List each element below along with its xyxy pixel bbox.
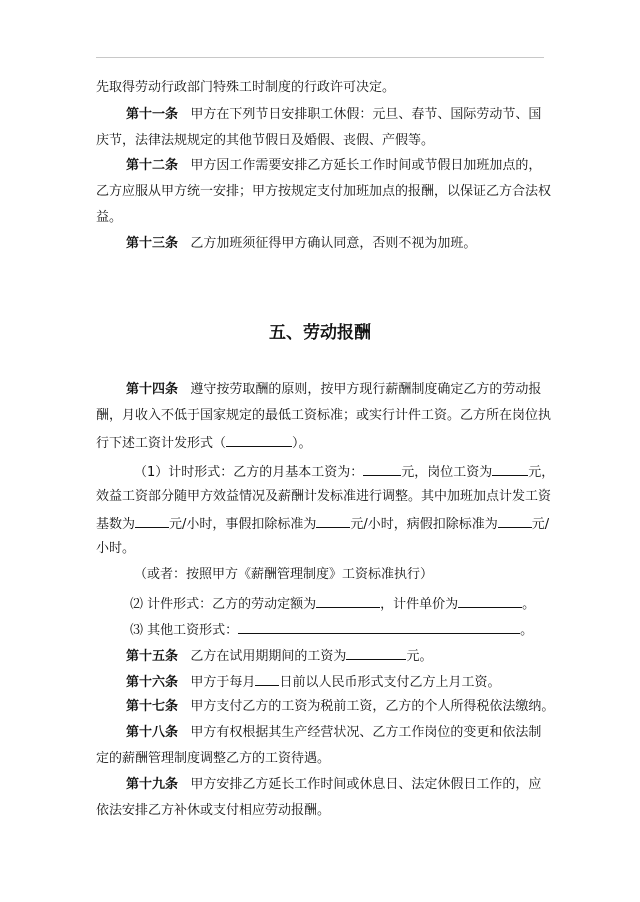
text: 甲方安排乙方延长工作时间或休息日、法定休假日工作的，应 <box>190 777 542 792</box>
text: 元/小时，事假扣除标准为 <box>169 517 317 532</box>
article-15 <box>126 647 432 665</box>
text: 日前以人民币形式支付乙方上月工资。 <box>279 675 501 690</box>
text-line <box>96 541 135 557</box>
article-18 <box>126 725 541 741</box>
text-line <box>96 515 549 533</box>
text: 元。 <box>406 649 433 664</box>
text: 乙方加班须征得甲方确认同意，否则不视为加班。 <box>190 236 477 251</box>
text: 乙方应服从甲方统一安排；甲方按规定支付加班加点的报酬，以保证乙方合法权 <box>96 184 552 199</box>
text-line <box>96 133 434 149</box>
text: 效益工资部分随甲方效益情况及薪酬计发标准进行调整。其中加班加点计发工资 <box>96 489 552 504</box>
text: 行下述工资计发形式（ <box>96 436 227 451</box>
article-11 <box>126 107 541 123</box>
text-line <box>96 751 330 767</box>
article-13 <box>126 236 476 252</box>
text: 甲方于每月 <box>190 675 256 690</box>
text: 元， <box>528 465 555 480</box>
blank-field[interactable] <box>346 647 406 660</box>
text: 元/ <box>531 517 550 532</box>
text-line <box>96 184 551 200</box>
text-line <box>96 803 330 819</box>
text: 甲方在下列节日安排职工休假：元旦、春节、国际劳动节、国 <box>190 107 542 122</box>
article-19 <box>126 777 541 793</box>
text: ）。 <box>292 436 312 451</box>
blank-field[interactable] <box>363 463 401 476</box>
blank-field[interactable] <box>238 621 520 634</box>
text-line <box>96 408 551 424</box>
text-line <box>130 595 535 613</box>
blank-field[interactable] <box>226 434 292 447</box>
text-line <box>130 621 533 639</box>
article-heading: 第十一条 <box>126 107 179 122</box>
text-line <box>96 80 395 96</box>
text: 元，岗位工资为 <box>401 465 493 480</box>
text: （1）计时形式：乙方的月基本工资为： <box>134 465 364 480</box>
article-16 <box>126 673 500 691</box>
text-line <box>96 489 551 505</box>
text: 元/小时，病假扣除标准为 <box>350 517 498 532</box>
article-12 <box>126 158 541 174</box>
article-heading: 第十八条 <box>126 725 179 740</box>
text: （或者：按照甲方《薪酬管理制度》工资标准执行） <box>134 567 434 582</box>
blank-field[interactable] <box>458 595 522 608</box>
text: 酬，月收入不低于国家规定的最低工资标准；或实行计件工资。乙方所在岗位执 <box>96 408 552 423</box>
article-17 <box>126 699 554 715</box>
article-14 <box>126 382 541 398</box>
article-heading: 第十九条 <box>126 777 179 792</box>
text: 先取得劳动行政部门特殊工时制度的行政许可决定。 <box>96 80 396 95</box>
text: 甲方有权根据其生产经营状况、乙方工作岗位的变更和依法制 <box>190 725 542 740</box>
blank-field[interactable] <box>316 595 380 608</box>
text-line <box>134 463 554 481</box>
text: ⑶ 其他工资形式： <box>130 623 239 638</box>
text: ，计件单价为 <box>380 597 459 612</box>
header-rule <box>96 57 544 58</box>
blank-field[interactable] <box>316 515 350 528</box>
section-title: 五、劳动报酬 <box>269 323 371 343</box>
blank-field[interactable] <box>255 673 279 686</box>
text: 益。 <box>96 210 123 225</box>
text: 定的薪酬管理制度调整乙方的工资待遇。 <box>96 751 331 766</box>
blank-field[interactable] <box>498 515 532 528</box>
article-heading: 第十三条 <box>126 236 179 251</box>
article-heading: 第十二条 <box>126 158 179 173</box>
text: 遵守按劳取酬的原则，按甲方现行薪酬制度确定乙方的劳动报 <box>190 382 542 397</box>
blank-field[interactable] <box>135 515 169 528</box>
article-heading: 第十七条 <box>126 699 179 714</box>
text: 依法安排乙方补休或支付相应劳动报酬。 <box>96 803 331 818</box>
article-heading: 第十六条 <box>126 675 179 690</box>
text: 基数为 <box>96 517 136 532</box>
blank-field[interactable] <box>492 463 528 476</box>
text: 。 <box>520 623 534 638</box>
article-heading: 第十四条 <box>126 382 179 397</box>
text: 。 <box>522 597 536 612</box>
article-heading: 第十五条 <box>126 649 179 664</box>
text: 小时。 <box>96 541 136 556</box>
text-line <box>134 567 433 583</box>
text: 甲方支付乙方的工资为税前工资，乙方的个人所得税依法缴纳。 <box>190 699 555 714</box>
text: ⑵ 计件形式：乙方的劳动定额为 <box>130 597 317 612</box>
text: 甲方因工作需要安排乙方延长工作时间或节假日加班加点的， <box>190 158 542 173</box>
text: 庆节，法律法规规定的其他节假日及婚假、丧假、产假等。 <box>96 133 435 148</box>
text: 乙方在试用期期间的工资为 <box>190 649 347 664</box>
text-line <box>96 210 122 226</box>
text-line <box>96 434 312 452</box>
